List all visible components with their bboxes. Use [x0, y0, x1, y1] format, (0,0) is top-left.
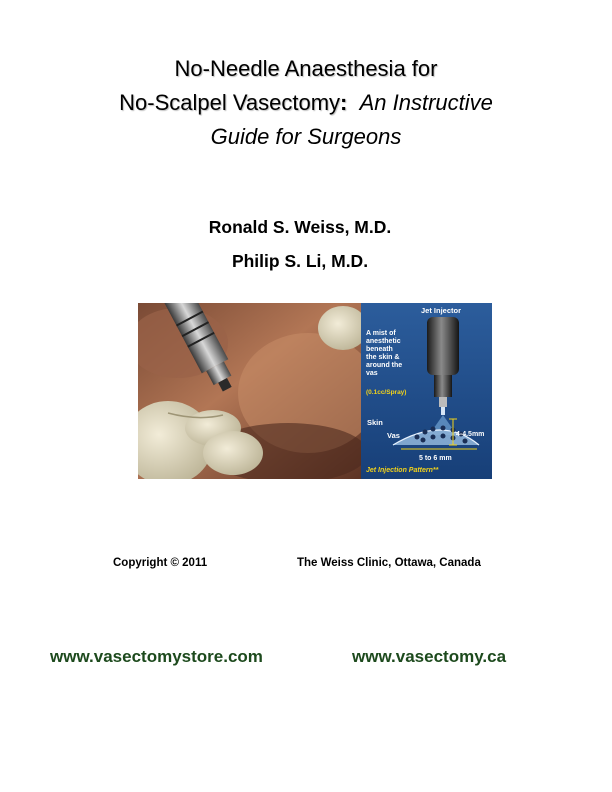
- title-line-3: Guide for Surgeons: [210, 124, 402, 149]
- caption-line-1: A mist of: [366, 330, 396, 337]
- title-line-2: [0, 88, 612, 118]
- label-width: 5 to 6 mm: [419, 455, 452, 462]
- caption-line-6: vas: [366, 370, 378, 377]
- label-pattern: Jet Injection Pattern**: [366, 467, 439, 474]
- copyright-text: Copyright © 2011: [113, 557, 208, 569]
- author-1: Ronald S. Weiss, M.D.: [208, 217, 392, 237]
- procedure-photo: [138, 303, 361, 479]
- clinic-text: The Weiss Clinic, Ottawa, Canada: [297, 557, 481, 569]
- title-line-1: No-Needle Anaesthesia for: [174, 56, 438, 81]
- caption-line-4: the skin &: [366, 354, 400, 361]
- caption-line-5: around the: [366, 362, 403, 369]
- site-link[interactable]: www.vasectomy.ca: [352, 647, 507, 666]
- jet-injection-diagram: [361, 303, 492, 479]
- author-2: Philip S. Li, M.D.: [231, 251, 369, 271]
- caption-line-3: beneath: [366, 346, 393, 353]
- label-depth: 4-4.5mm: [456, 431, 485, 438]
- title-main: No-Scalpel Vasectomy: [119, 90, 341, 115]
- store-link[interactable]: www.vasectomystore.com: [50, 647, 263, 666]
- label-device: Jet Injector: [421, 306, 462, 315]
- title-subtitle: An Instructive: [359, 90, 493, 115]
- title-colon: :: [340, 90, 348, 115]
- label-vas: Vas: [387, 431, 400, 440]
- cover-figure: [138, 303, 492, 479]
- injector-body-icon: [427, 317, 459, 375]
- label-skin: Skin: [367, 418, 383, 427]
- caption-line-2: anesthetic: [366, 338, 401, 345]
- label-dose: (0.1cc/Spray): [366, 389, 407, 396]
